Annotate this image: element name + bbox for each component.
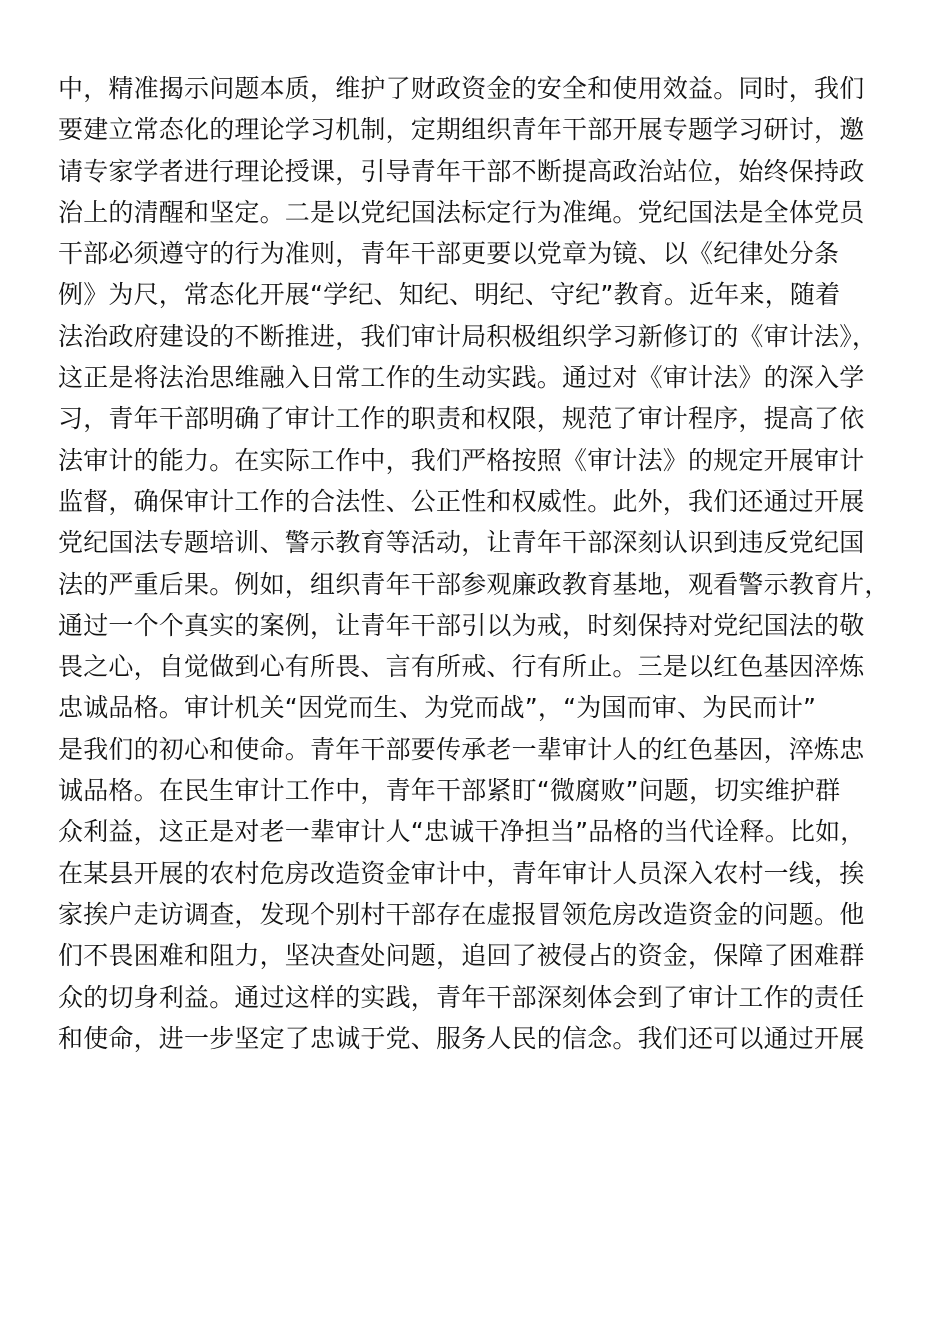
text-line-2: 要建立常态化的理论学习机制，定期组织青年干部开展专题学习研讨，邀	[58, 115, 865, 145]
text-line-8: 这正是将法治思维融入日常工作的生动实践。通过对《审计法》的深入学	[58, 363, 865, 393]
text-line-16: 忠诚品格。审计机关“因党而生、为党而战”，“为国而审、为民而计”	[58, 693, 817, 723]
text-line-11: 监督，确保审计工作的合法性、公正性和权威性。此外，我们还通过开展	[58, 486, 865, 516]
text-line-24: 和使命，进一步坚定了忠诚于党、服务人民的信念。我们还可以通过开展	[58, 1023, 865, 1053]
text-line-13: 法的严重后果。例如，组织青年干部参观廉政教育基地，观看警示教育片，	[58, 569, 890, 599]
text-line-19: 众利益，这正是对老一辈审计人“忠诚干净担当”品格的当代诠释。比如，	[58, 817, 866, 847]
text-line-9: 习，青年干部明确了审计工作的职责和权限，规范了审计程序，提高了依	[58, 404, 865, 434]
text-line-5: 干部必须遵守的行为准则，青年干部更要以党章为镜、以《纪律处分条	[58, 239, 840, 269]
text-line-4: 治上的清醒和坚定。二是以党纪国法标定行为准绳。党纪国法是全体党员	[58, 197, 865, 227]
text-line-15: 畏之心，自觉做到心有所畏、言有所戒、行有所止。三是以红色基因淬炼	[58, 652, 865, 682]
text-line-3: 请专家学者进行理论授课，引导青年干部不断提高政治站位，始终保持政	[58, 156, 865, 186]
text-line-17: 是我们的初心和使命。青年干部要传承老一辈审计人的红色基因，淬炼忠	[58, 734, 865, 764]
text-line-1: 中，精准揭示问题本质，维护了财政资金的安全和使用效益。同时，我们	[58, 74, 865, 103]
text-line-12: 党纪国法专题培训、警示教育等活动，让青年干部深刻认识到违反党纪国	[58, 528, 865, 558]
text-line-22: 们不畏困难和阻力，坚决查处问题，追回了被侵占的资金，保障了困难群	[58, 941, 865, 971]
text-line-14: 通过一个个真实的案例，让青年干部引以为戒，时刻保持对党纪国法的敬	[58, 610, 865, 640]
text-line-7: 法治政府建设的不断推进，我们审计局积极组织学习新修订的《审计法》，	[58, 321, 878, 351]
body-text	[58, 68, 898, 1059]
text-line-10: 法审计的能力。在实际工作中，我们严格按照《审计法》的规定开展审计	[58, 445, 865, 475]
text-line-20: 在某县开展的农村危房改造资金审计中，青年审计人员深入农村一线，挨	[58, 858, 865, 888]
text-line-21: 家挨户走访调查，发现个别村干部存在虚报冒领危房改造资金的问题。他	[58, 899, 865, 929]
text-line-6: 例》为尺，常态化开展“学纪、知纪、明纪、守纪”教育。近年来，随着	[58, 280, 841, 310]
text-line-18: 诚品格。在民生审计工作中，青年干部紧盯“微腐败”问题，切实维护群	[58, 776, 841, 806]
text-line-23: 众的切身利益。通过这样的实践，青年干部深刻体会到了审计工作的责任	[58, 982, 865, 1012]
